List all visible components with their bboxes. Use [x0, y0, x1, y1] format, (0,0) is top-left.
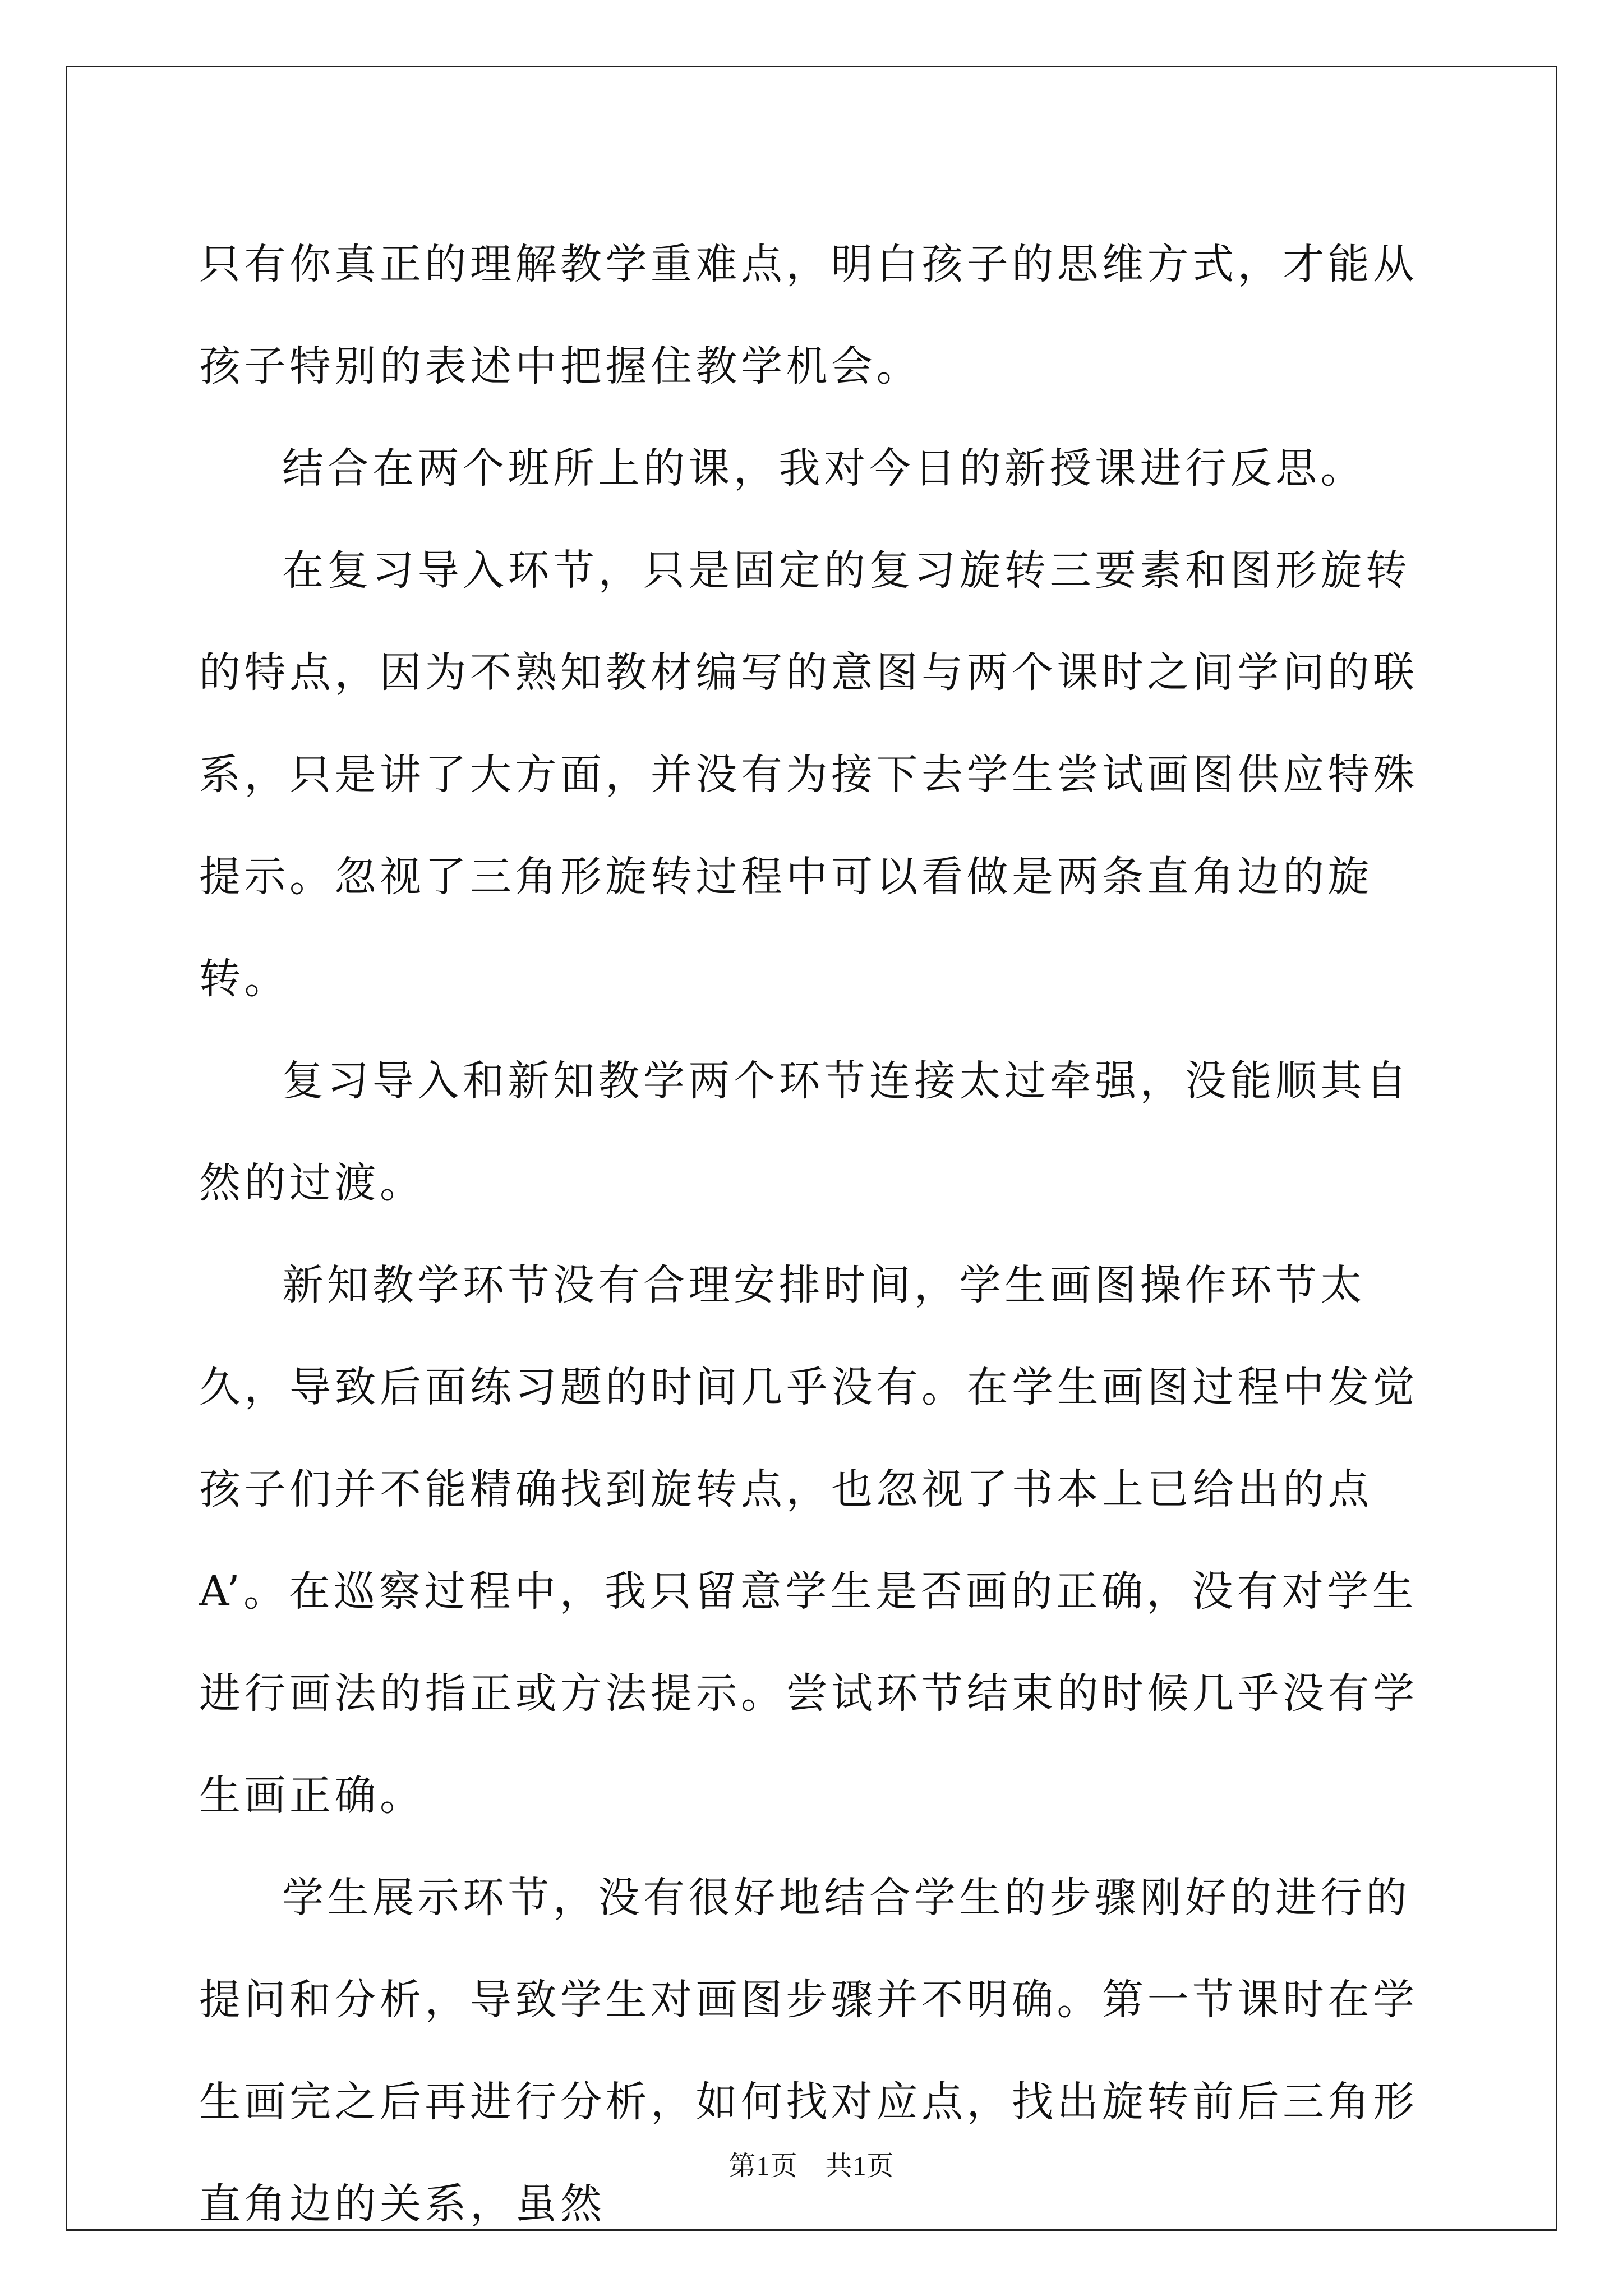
paragraph-4: 复习导入和新知教学两个环节连接太过牵强，没能顺其自然的过渡。	[199, 1057, 1411, 1207]
paragraph-2: 结合在两个班所上的课，我对今日的新授课进行反思。	[282, 444, 1366, 493]
paragraph-5: 新知教学环节没有合理安排时间，学生画图操作环节太久，导致后面练习题的时间几乎没有。在学生画图过程中发觉孩子们并不能精确找到旋转点，也忽视了书本上已给出的点A’。在巡察过程中，我只留意学生是否画的正确，没有对学生进行画法的指正或方法提示。尝试环节结束的时候几乎没有学生画正确。	[199, 1261, 1418, 1820]
page-number-footer: 第1页 共1页	[728, 2151, 895, 2181]
document-body	[199, 213, 1433, 2255]
paragraph-1: 只有你真正的理解教学重难点，明白孩子的思维方式，才能从孩子特别的表述中把握住教学机会。	[199, 240, 1418, 390]
paragraph-6: 学生展示环节，没有很好地结合学生的步骤刚好的进行的提问和分析，导致学生对画图步骤并不明确。第一节课时在学生画完之后再进行分析，如何找对应点，找出旋转前后三角形直角边的关系，虽然	[199, 1874, 1418, 2228]
paragraph-3: 在复习导入环节，只是固定的复习旋转三要素和图形旋转的特点，因为不熟知教材编写的意图与两个课时之间学问的联系，只是讲了大方面，并没有为接下去学生尝试画图供应特殊提示。忽视了三角形旋转过程中可以看做是两条直角边的旋转。	[199, 546, 1418, 1003]
